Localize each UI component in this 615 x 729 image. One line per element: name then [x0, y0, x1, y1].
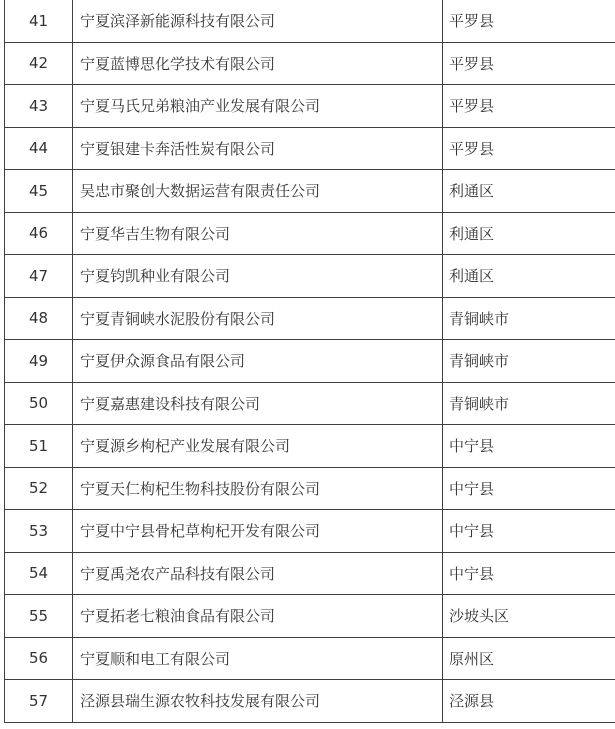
row-number: 56	[5, 637, 73, 680]
company-name: 泾源县瑞生源农牧科技发展有限公司	[73, 680, 443, 723]
region-name: 青铜峡市	[443, 297, 615, 340]
table-row	[5, 382, 615, 425]
company-name: 宁夏拓老七粮油食品有限公司	[73, 595, 443, 638]
row-number: 46	[5, 212, 73, 255]
row-number: 54	[5, 552, 73, 595]
company-table-body	[5, 0, 615, 722]
region-name: 利通区	[443, 212, 615, 255]
region-name: 平罗县	[443, 127, 615, 170]
region-name: 青铜峡市	[443, 340, 615, 383]
row-number: 47	[5, 255, 73, 298]
table-row	[5, 467, 615, 510]
region-name: 中宁县	[443, 467, 615, 510]
company-name: 吴忠市聚创大数据运营有限责任公司	[73, 170, 443, 213]
region-name: 泾源县	[443, 680, 615, 723]
company-name: 宁夏华吉生物有限公司	[73, 212, 443, 255]
region-name: 平罗县	[443, 85, 615, 128]
company-table-container	[4, 0, 611, 723]
table-row	[5, 212, 615, 255]
region-name: 利通区	[443, 255, 615, 298]
row-number: 41	[5, 0, 73, 42]
row-number: 57	[5, 680, 73, 723]
table-row	[5, 510, 615, 553]
table-row	[5, 127, 615, 170]
company-name: 宁夏青铜峡水泥股份有限公司	[73, 297, 443, 340]
table-row	[5, 170, 615, 213]
company-name: 宁夏天仁枸杞生物科技股份有限公司	[73, 467, 443, 510]
table-row	[5, 297, 615, 340]
table-row	[5, 680, 615, 723]
company-name: 宁夏马氏兄弟粮油产业发展有限公司	[73, 85, 443, 128]
region-name: 中宁县	[443, 552, 615, 595]
company-name: 宁夏钧凯种业有限公司	[73, 255, 443, 298]
table-row	[5, 42, 615, 85]
row-number: 44	[5, 127, 73, 170]
row-number: 53	[5, 510, 73, 553]
table-row	[5, 0, 615, 42]
table-row	[5, 255, 615, 298]
company-name: 宁夏滨泽新能源科技有限公司	[73, 0, 443, 42]
company-name: 宁夏嘉惠建设科技有限公司	[73, 382, 443, 425]
row-number: 42	[5, 42, 73, 85]
row-number: 45	[5, 170, 73, 213]
row-number: 50	[5, 382, 73, 425]
company-name: 宁夏银建卡奔活性炭有限公司	[73, 127, 443, 170]
row-number: 51	[5, 425, 73, 468]
region-name: 平罗县	[443, 42, 615, 85]
table-row	[5, 595, 615, 638]
region-name: 青铜峡市	[443, 382, 615, 425]
row-number: 48	[5, 297, 73, 340]
table-row	[5, 552, 615, 595]
company-name: 宁夏顺和电工有限公司	[73, 637, 443, 680]
table-row	[5, 340, 615, 383]
row-number: 49	[5, 340, 73, 383]
region-name: 中宁县	[443, 510, 615, 553]
company-table	[4, 0, 615, 723]
region-name: 原州区	[443, 637, 615, 680]
row-number: 55	[5, 595, 73, 638]
region-name: 利通区	[443, 170, 615, 213]
region-name: 沙坡头区	[443, 595, 615, 638]
region-name: 中宁县	[443, 425, 615, 468]
company-name: 宁夏中宁县骨杞草枸杞开发有限公司	[73, 510, 443, 553]
table-row	[5, 85, 615, 128]
row-number: 52	[5, 467, 73, 510]
row-number: 43	[5, 85, 73, 128]
company-name: 宁夏禹尧农产品科技有限公司	[73, 552, 443, 595]
region-name: 平罗县	[443, 0, 615, 42]
company-name: 宁夏伊众源食品有限公司	[73, 340, 443, 383]
company-name: 宁夏蓝博思化学技术有限公司	[73, 42, 443, 85]
company-name: 宁夏源乡枸杞产业发展有限公司	[73, 425, 443, 468]
table-row	[5, 425, 615, 468]
table-row	[5, 637, 615, 680]
